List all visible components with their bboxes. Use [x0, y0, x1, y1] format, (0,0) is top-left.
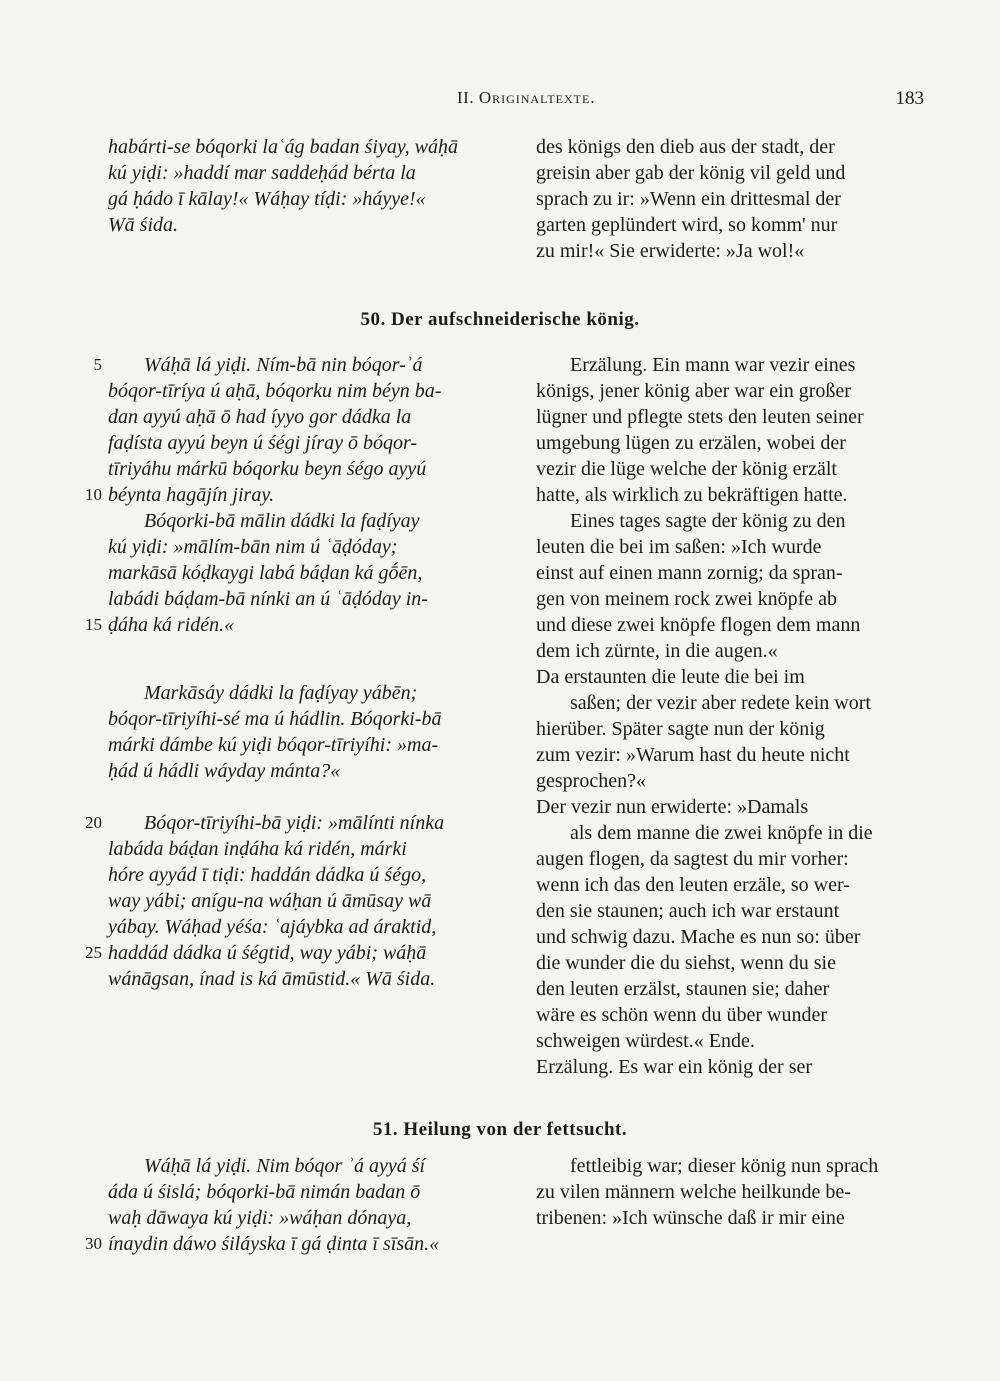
somali-line [108, 1153, 425, 1179]
somali-line-text: kú yiḍi: »haddí mar saddeḥád bérta la [108, 162, 416, 184]
german-line: schweigen würdest.« Ende. [536, 1030, 755, 1052]
german-line: und diese zwei knöpfe flogen dem mann [536, 614, 861, 636]
page-number: 183 [895, 88, 924, 109]
somali-line [108, 456, 426, 482]
german-line: Erzälung. Ein mann war vezir eines [570, 354, 856, 376]
somali-line-text: markāsā kóḍkaygi labá báḍan ká gṓēn, [108, 562, 423, 584]
german-line: gesprochen?« [536, 770, 646, 792]
somali-line [108, 836, 407, 862]
somali-line-text: gá ḥádo ī kālay!« Wáḥay tíḍi: »háyye!« [108, 188, 426, 210]
section-number: II. [457, 88, 475, 107]
somali-line [108, 508, 420, 534]
german-line: den sie staunen; auch ich war erstaunt [536, 900, 840, 922]
german-line: einst auf einen mann zornig; da spran- [536, 562, 843, 584]
somali-line-text: haddád dádka ú śégtid, way yábi; wáḥā [108, 942, 427, 964]
line-number: 15 [85, 615, 102, 634]
german-line: wäre es schön wenn du über wunder [536, 1004, 828, 1026]
german-line: Da erstaunten die leute die bei im [536, 666, 805, 688]
somali-line [85, 810, 445, 836]
somali-line-text: kú yiḍi: »mālím-bān nim ú ʿāḍóday; [108, 536, 398, 558]
somali-line-text: way yábi; anígu-na wáḥan ú āmūsay wā [108, 890, 432, 912]
somali-line [108, 680, 417, 706]
german-line: die wunder die du siehst, wenn du sie [536, 952, 836, 974]
german-line: Der vezir nun erwiderte: »Damals [536, 796, 809, 818]
german-line: und schwig dazu. Mache es nun so: über [536, 926, 861, 948]
somali-line-text: bóqor-tīriyíhi-sé ma ú hádlin. Bóqorki-bā [108, 708, 442, 730]
somali-line-text: márki dámbe kú yiḍi bóqor-tīriyíhi: »ma- [108, 734, 439, 756]
somali-line [93, 352, 423, 378]
somali-line [108, 966, 435, 992]
german-line: tribenen: »Ich wünsche daß ir mir eine [536, 1207, 845, 1229]
german-line: Eines tages sagte der könig zu den [570, 510, 846, 532]
german-line: umgebung lügen zu erzälen, wobei der [536, 432, 846, 454]
german-line: greisin aber gab der könig vil geld und [536, 162, 846, 184]
somali-line-text: Bóqorki-bā mālin dádki la faḍíyay [144, 510, 420, 532]
somali-line-text: yábay. Wáḥad yéśa: ʿajáybka ad áraktid, [108, 916, 437, 938]
somali-line-text: labádi báḍam-bā nínki an ú ʿāḍóday in- [108, 588, 428, 610]
german-line: den leuten erzälst, staunen sie; daher [536, 978, 830, 1000]
somali-line [85, 1231, 440, 1257]
line-number: 5 [93, 355, 102, 374]
somali-line [108, 378, 441, 404]
somali-line [108, 1205, 411, 1231]
somali-line [108, 914, 436, 940]
german-line: zu mir!« Sie erwiderte: »Ja wol!« [536, 240, 805, 262]
somali-line [85, 612, 235, 638]
somali-line [108, 534, 397, 560]
german-line: saßen; der vezir aber redete kein wort [570, 692, 871, 714]
somali-line [108, 888, 431, 914]
somali-line [108, 404, 411, 430]
german-line: königs, jener könig aber war ein großer [536, 380, 851, 402]
story-heading-50: 50. Der aufschneiderische könig. [360, 309, 640, 330]
somali-line-text: Bóqor-tīriyíhi-bā yiḍi: »mālínti nínka [144, 812, 445, 834]
somali-line-text: ínaydin dáwo śiláyska ī gá ḍinta ī sīsān.« [108, 1233, 440, 1255]
german-line: vezir die lüge welche der könig erzält [536, 458, 837, 480]
running-head [457, 88, 596, 108]
somali-line [108, 862, 426, 888]
somali-line [108, 430, 417, 456]
somali-line-text: waḥ dāwaya kú yiḍi: »wáḥan dónaya, [108, 1207, 412, 1229]
somali-line-text: habárti-se bóqorki laʿág badan śiyay, wáḥā [108, 136, 458, 158]
german-line: zu vilen männern welche heilkunde be- [536, 1181, 851, 1203]
somali-line [108, 134, 458, 160]
line-number: 30 [85, 1234, 102, 1253]
somali-line [108, 586, 428, 612]
somali-line-text: wánāgsan, ínad is ká āmūstid.« Wā śida. [108, 968, 436, 990]
line-number: 20 [85, 813, 102, 832]
somali-line-text: dan ayyú aḥā ō had íyyo gor dádka la [108, 406, 412, 428]
german-line: garten geplündert wird, so komm' nur [536, 214, 838, 236]
german-line: hierüber. Später sagte nun der könig [536, 718, 825, 740]
somali-line [108, 1179, 420, 1205]
story-heading-51: 51. Heilung von der fettsucht. [372, 1119, 628, 1140]
somali-line-text: hóre ayyád ī tiḍi: haddán dádka ú śégo, [108, 864, 427, 886]
somali-line-text: bóqor-tīríya ú aḥā, bóqorku nim béyn ba- [108, 380, 442, 402]
section-title: Originaltexte. [478, 88, 596, 107]
german-line: lügner und pflegte stets den leuten seiner [536, 406, 864, 428]
german-line: hatte, als wirklich zu bekräftigen hatte. [536, 484, 848, 506]
somali-line-text: béynta hagājín jiray. [108, 484, 275, 506]
somali-line [108, 758, 340, 784]
somali-line-text: áda ú śislá; bóqorki-bā nimán badan ō [108, 1181, 421, 1203]
somali-line [108, 706, 441, 732]
somali-line-text: faḍísta ayyú beyn ú śégi jíray ō bóqor- [108, 432, 417, 454]
line-number: 10 [85, 485, 102, 504]
line-number: 25 [85, 943, 102, 962]
somali-line [85, 940, 427, 966]
somali-line-text: Wáḥā lá yiḍi. Ním-bā nin bóqor-ʾá [144, 354, 423, 376]
german-line: gen von meinem rock zwei knöpfe ab [536, 588, 838, 610]
somali-line [108, 212, 178, 238]
german-line: fettleibig war; dieser könig nun sprach [570, 1155, 879, 1177]
german-line: sprach zu ir: »Wenn ein drittesmal der [536, 188, 841, 210]
somali-line [108, 160, 416, 186]
german-line: wenn ich das den leuten erzäle, so wer- [536, 874, 850, 896]
somali-line-text: Wáḥā lá yiḍi. Nim bóqor ʾá ayyá śí [144, 1155, 426, 1177]
german-line: augen flogen, da sagtest du mir vorher: [536, 848, 849, 870]
somali-line-text: labáda báḍan inḍáha ká ridén, márki [108, 838, 407, 860]
somali-line [85, 482, 275, 508]
somali-line-text: ḍáha ká ridén.« [108, 614, 235, 636]
german-line: dem ich zürnte, in die augen.« [536, 640, 778, 662]
somali-line [108, 186, 426, 212]
german-line: des königs den dieb aus der stadt, der [536, 136, 835, 158]
somali-line [108, 560, 422, 586]
german-line: leuten die bei im saßen: »Ich wurde [536, 536, 822, 558]
german-line: als dem manne die zwei knöpfe in die [570, 822, 873, 844]
somali-line [108, 732, 438, 758]
german-line: zum vezir: »Warum hast du heute nicht [536, 744, 850, 766]
somali-line-text: tīriyáhu márkū bóqorku beyn śégo ayyú [108, 458, 427, 480]
somali-line-text: ḥád ú hádli wáyday mánta?« [108, 760, 341, 782]
somali-line-text: Markāsáy dádki la faḍíyay yábēn; [144, 682, 418, 704]
somali-line-text: Wā śida. [108, 214, 178, 236]
page-header [108, 88, 924, 116]
german-line: Erzälung. Es war ein könig der ser [536, 1056, 813, 1078]
